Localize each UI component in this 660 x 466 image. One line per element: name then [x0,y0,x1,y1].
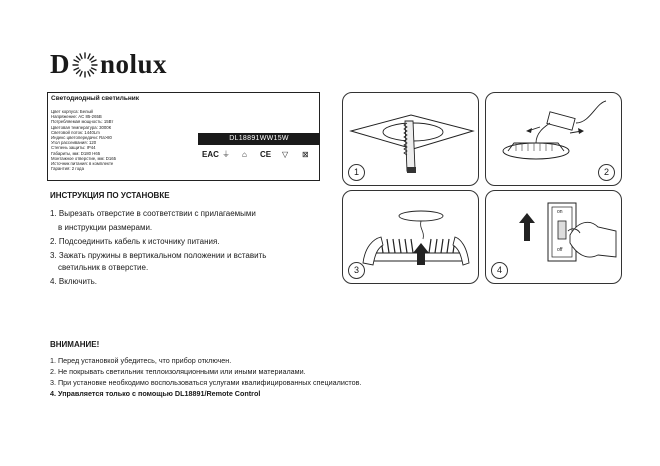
spec-line: Угол рассеивания: 120 [51,140,97,146]
warning-item: 4. Управляется только с помощью DL18891/Remote Control [50,389,261,398]
step-number-3: 3 [348,262,365,279]
ground-mark-icon: ⏚ [222,150,230,159]
step-number-4: 4 [491,262,508,279]
switch-on-label: on [557,209,563,215]
warning-item: 1. Перед установкой убедитесь, что прибор отключен. [50,356,232,365]
spec-line: Степень защиты: IP44 [51,145,96,151]
surface-mount-icon: ▽ [282,150,289,159]
indoor-use-icon: ⌂ [242,150,247,159]
warning-heading: ВНИМАНИЕ! [50,340,100,349]
install-step: 3. Зажать пружины в вертикальном положении и вставить [50,251,267,260]
install-step: в инструкции размерами. [58,223,153,232]
ce-mark-icon: CE [260,150,272,159]
spec-line: Цвет корпуса: Белый [51,109,93,114]
spec-line: Световой поток: 1440Lm [51,129,100,135]
spec-line: Монтажное отверстие, мм: D165 [51,155,117,161]
spec-line: Напряжение: AC 85-265В [51,114,102,120]
install-step: 1. Вырезать отверстие в соответствии с прилагаемыми [50,209,256,218]
install-step: светильник в отверстие. [58,263,149,272]
spec-line: Потребляемая мощность: 15Вт [51,119,114,125]
spec-line: Источник питания: в комплекте [51,161,114,167]
step-2-illustration [485,92,622,186]
warning-item: 2. Не покрывать светильник теплоизоляционными или иными материалами. [50,367,306,376]
spec-box [47,92,320,181]
sun-burst-icon [72,52,98,78]
switch-off-label: off [557,247,563,253]
install-step: 2. Подсоединить кабель к источнику питания. [50,237,220,246]
install-heading: ИНСТРУКЦИЯ ПО УСТАНОВКЕ [50,191,170,200]
spec-line: Габариты, мм: D180 H65 [51,150,101,156]
install-step: 4. Включить. [50,277,98,286]
step-3-illustration [342,190,479,284]
spec-list [51,109,196,171]
weee-bin-icon: ⊠ [302,150,309,159]
step-4-illustration [485,190,622,284]
spec-line: Индекс цветопередачи: Ra>80 [51,135,112,141]
step-number-2: 2 [598,164,615,181]
spec-line: Цветовая температура: 3000К [51,124,112,130]
eac-mark-icon: EAC [202,150,219,159]
brand-name-rest: nolux [100,49,168,79]
warning-item: 3. При установке необходимо воспользоваться услугами квалифицированных специалистов. [50,378,362,387]
brand-letter-d: D [50,49,70,79]
spec-title: Светодиодный светильник [51,95,140,102]
model-number-bar: DL18891WW15W [198,133,320,145]
step-number-1: 1 [348,164,365,181]
brand-logo [50,48,200,80]
spec-line: Гарантия: 2 года [51,166,84,172]
step-1-illustration [342,92,479,186]
